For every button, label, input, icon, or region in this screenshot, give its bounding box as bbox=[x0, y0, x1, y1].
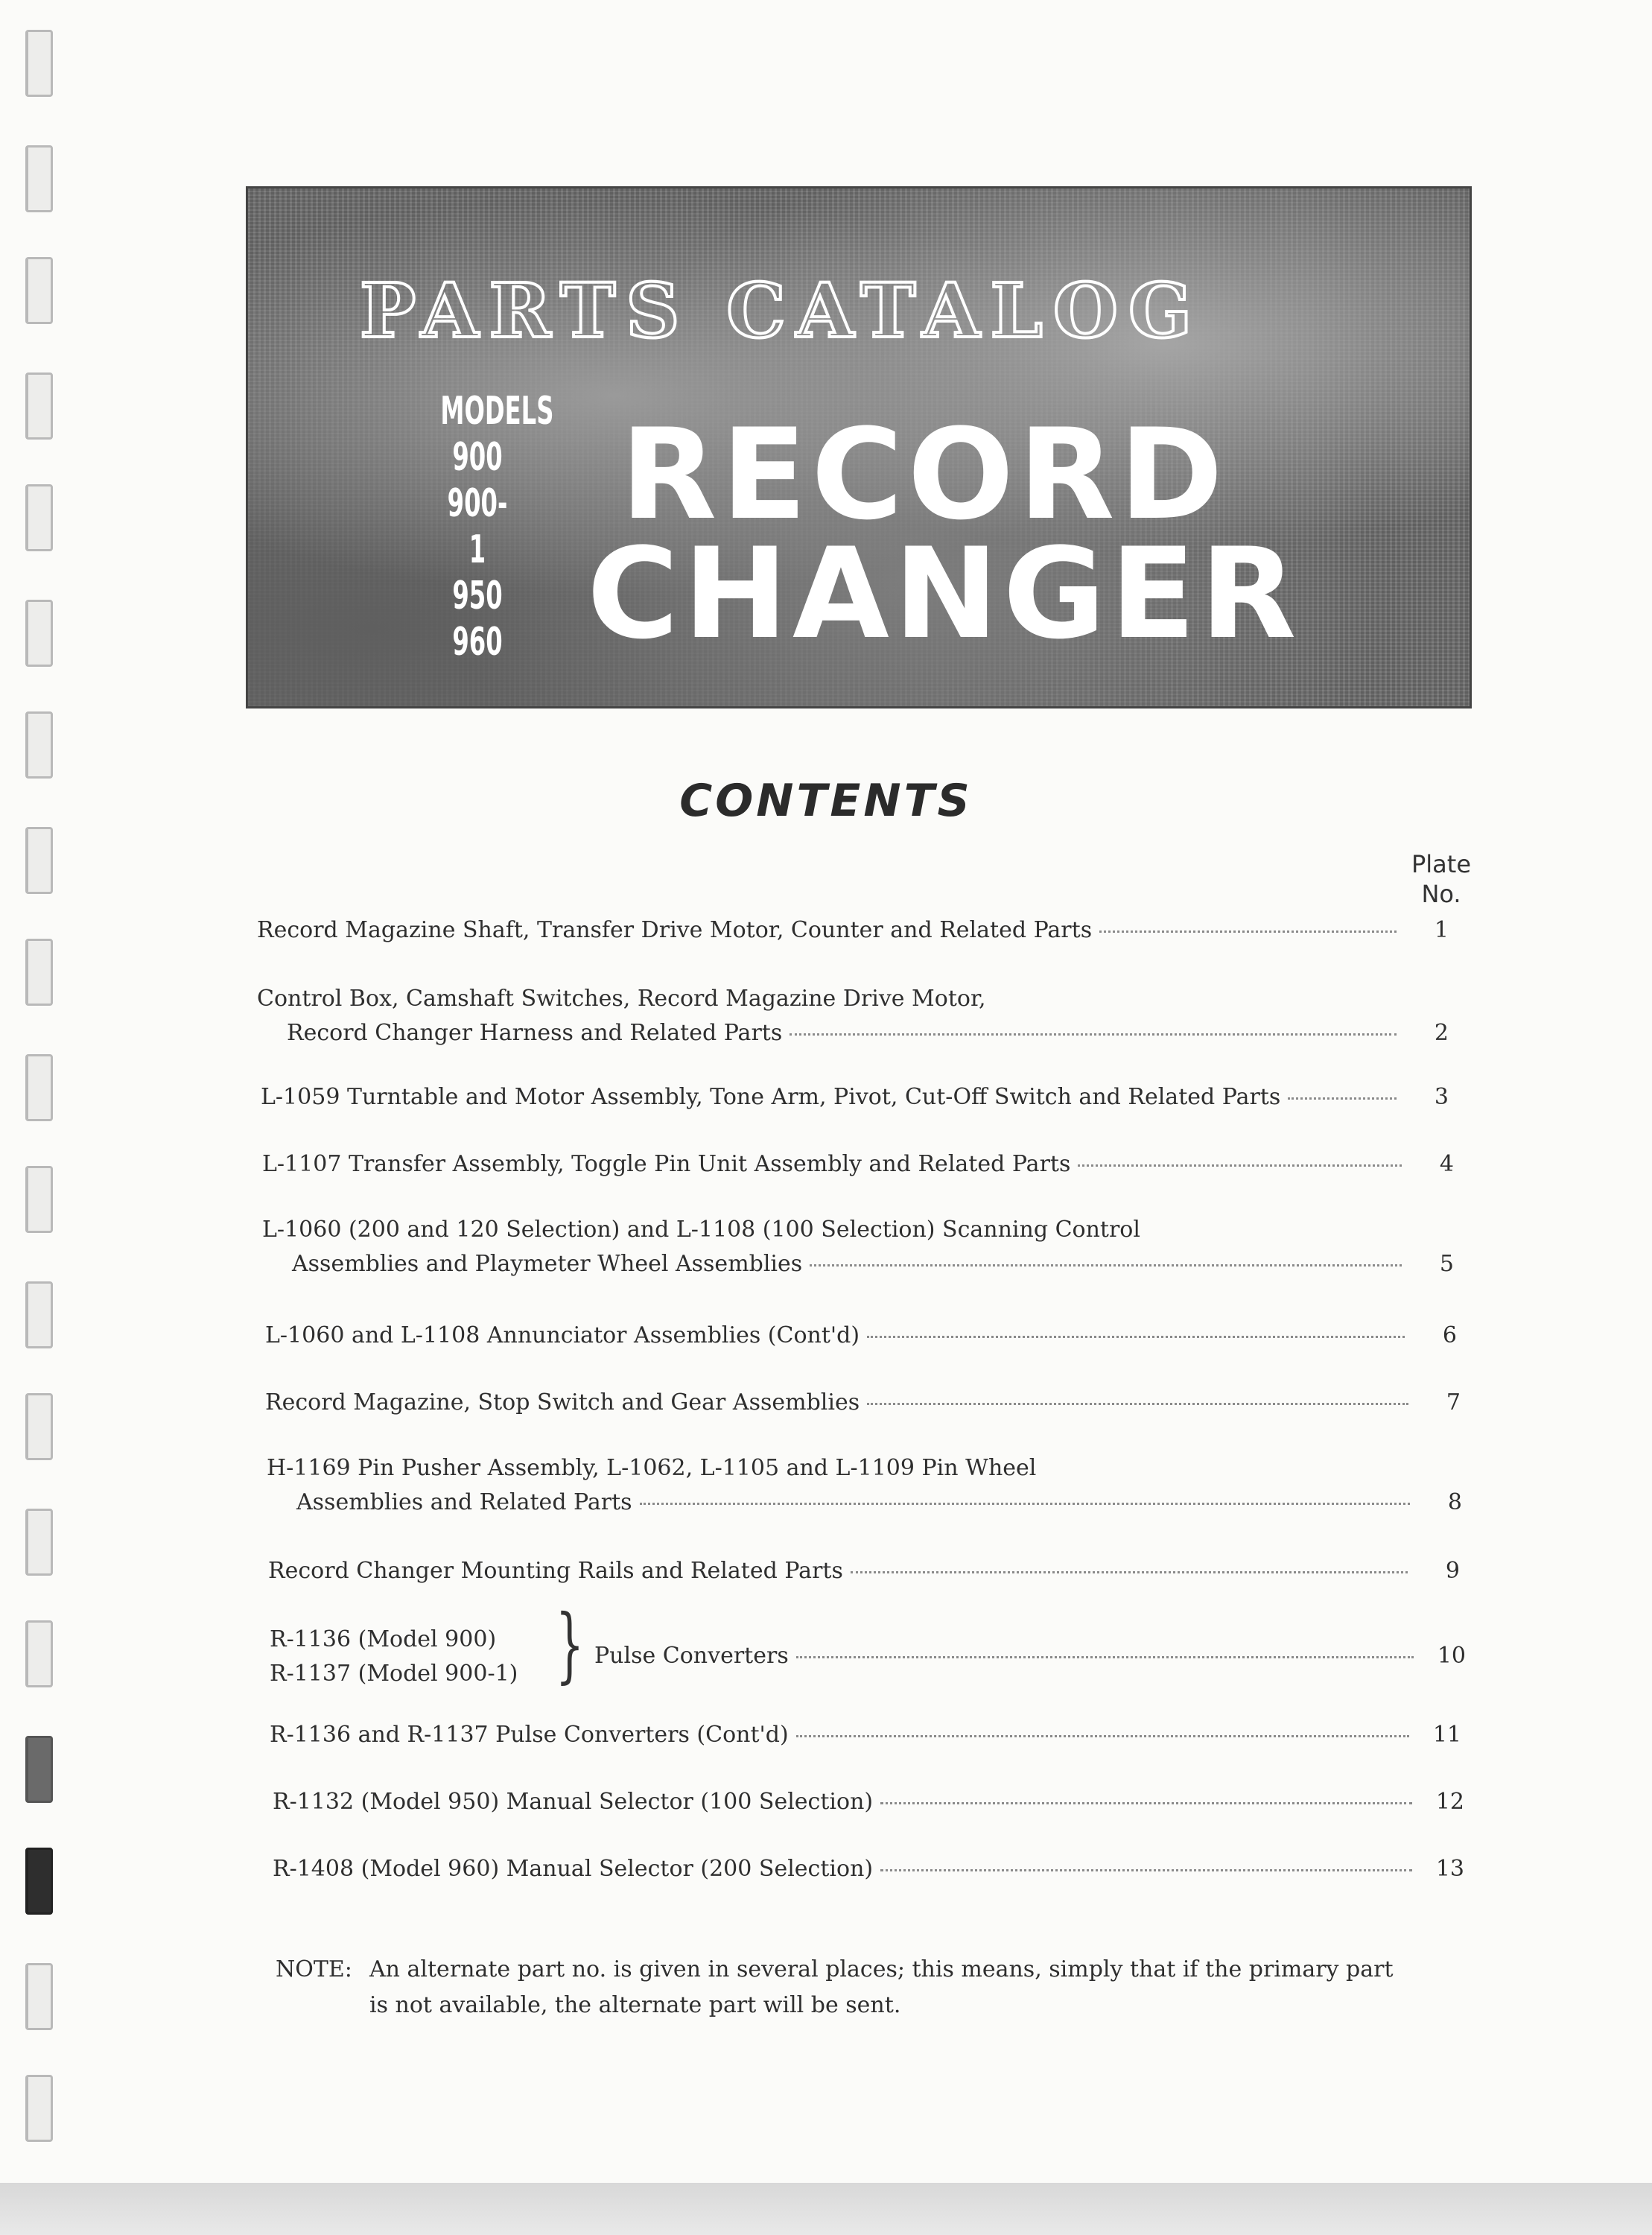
toc-plate-number: 3 bbox=[1434, 1084, 1449, 1110]
brace-symbol: } bbox=[555, 1597, 585, 1692]
toc-entry bbox=[265, 1319, 1457, 1353]
toc-entry bbox=[262, 1213, 1454, 1281]
binder-hole bbox=[25, 1281, 53, 1348]
binder-hole bbox=[25, 1393, 53, 1460]
toc-entry-title: L-1060 (200 and 120 Selection) and L-1108 (100 Selection) Scanning Control bbox=[262, 1217, 1140, 1243]
toc-entry bbox=[257, 982, 1449, 1050]
toc-entry-title: Assemblies and Playmeter Wheel Assemblies bbox=[292, 1251, 803, 1277]
banner-word-changer: CHANGER bbox=[587, 521, 1301, 667]
contents-heading: CONTENTS bbox=[679, 775, 973, 827]
toc-plate-number: 6 bbox=[1442, 1322, 1457, 1348]
toc-plate-number: 13 bbox=[1435, 1856, 1464, 1882]
page-bottom-edge bbox=[0, 2183, 1652, 2235]
banner-word-record: RECORD bbox=[620, 402, 1228, 548]
binder-hole bbox=[25, 711, 53, 779]
binder-hole bbox=[25, 372, 53, 440]
footnote bbox=[276, 1952, 1490, 2023]
toc-entry bbox=[257, 913, 1449, 948]
toc-entry bbox=[594, 1639, 1466, 1673]
toc-plate-number: 4 bbox=[1439, 1151, 1454, 1177]
binder-hole bbox=[25, 939, 53, 1006]
toc-entry-title: L-1059 Turntable and Motor Assembly, Tone Arm, Pivot, Cut-Off Switch and Related Parts bbox=[261, 1084, 1281, 1110]
toc-entry bbox=[267, 1451, 1462, 1520]
plate-label-no: No. bbox=[1421, 880, 1461, 908]
note-label: NOTE: bbox=[276, 1956, 352, 1982]
model-number: 950 bbox=[452, 574, 503, 618]
models-list bbox=[440, 388, 554, 665]
toc-entry-title: H-1169 Pin Pusher Assembly, L-1062, L-1105 and L-1109 Pin Wheel bbox=[267, 1455, 1037, 1481]
toc-entry-title: R-1136 (Model 900) bbox=[270, 1626, 497, 1652]
binder-hole bbox=[25, 1848, 53, 1915]
toc-plate-number: 5 bbox=[1439, 1251, 1454, 1277]
model-number: 900 bbox=[452, 435, 503, 480]
binder-hole bbox=[25, 1963, 53, 2030]
toc-entry-title: Assemblies and Related Parts bbox=[296, 1489, 632, 1515]
toc-entry bbox=[261, 1080, 1449, 1115]
models-label: MODELS bbox=[440, 389, 554, 434]
binder-hole bbox=[25, 1736, 53, 1803]
toc-entry bbox=[262, 1147, 1454, 1182]
binder-hole bbox=[25, 257, 53, 324]
toc-entry-title: L-1107 Transfer Assembly, Toggle Pin Unit Assembly and Related Parts bbox=[262, 1151, 1071, 1177]
toc-plate-number: 8 bbox=[1447, 1489, 1462, 1515]
toc-entry bbox=[273, 1852, 1464, 1886]
toc-entry bbox=[270, 1718, 1461, 1752]
toc-plate-number: 1 bbox=[1434, 917, 1449, 943]
model-number: 900-1 bbox=[447, 481, 508, 572]
note-line: is not available, the alternate part will be sent. bbox=[369, 1992, 901, 2018]
binder-hole bbox=[25, 30, 53, 97]
toc-plate-number: 10 bbox=[1437, 1643, 1466, 1669]
binder-hole bbox=[25, 2075, 53, 2142]
plate-label: Plate bbox=[1411, 850, 1472, 878]
toc-plate-number: 2 bbox=[1434, 1020, 1449, 1046]
toc-entry-title: Record Changer Harness and Related Parts bbox=[287, 1020, 783, 1046]
toc-entry-title: Record Changer Mounting Rails and Related Parts bbox=[268, 1558, 843, 1584]
binder-hole bbox=[25, 600, 53, 667]
binder-hole bbox=[25, 827, 53, 894]
catalog-banner bbox=[246, 186, 1472, 708]
toc-entry-title: Record Magazine Shaft, Transfer Drive Motor, Counter and Related Parts bbox=[257, 917, 1093, 943]
toc-entry-models bbox=[270, 1623, 553, 1691]
toc-plate-number: 12 bbox=[1435, 1789, 1464, 1815]
model-number: 960 bbox=[452, 620, 503, 665]
toc-entry-title: R-1136 and R-1137 Pulse Converters (Cont'd) bbox=[270, 1722, 789, 1748]
note-line: An alternate part no. is given in several places; this means, simply that if the primary part bbox=[369, 1956, 1394, 1982]
toc-plate-number: 7 bbox=[1446, 1389, 1461, 1416]
binder-hole bbox=[25, 1620, 53, 1687]
toc-entry-title: R-1408 (Model 960) Manual Selector (200 Selection) bbox=[273, 1856, 874, 1882]
banner-title: PARTS CATALOG bbox=[360, 267, 1203, 355]
toc-entry bbox=[273, 1785, 1464, 1819]
toc-entry-title: Control Box, Camshaft Switches, Record Magazine Drive Motor, bbox=[257, 986, 986, 1012]
toc-entry-title: Pulse Converters bbox=[594, 1643, 789, 1669]
toc-entry-title: Record Magazine, Stop Switch and Gear Assemblies bbox=[265, 1389, 860, 1416]
binder-hole bbox=[25, 484, 53, 551]
plate-number-header bbox=[1400, 849, 1482, 909]
toc-plate-number: 9 bbox=[1445, 1558, 1460, 1584]
toc-entry bbox=[268, 1554, 1460, 1588]
toc-entry-title: R-1132 (Model 950) Manual Selector (100 Selection) bbox=[273, 1789, 874, 1815]
binder-hole bbox=[25, 145, 53, 212]
toc-entry bbox=[265, 1386, 1461, 1420]
binder-hole bbox=[25, 1054, 53, 1121]
toc-entry-title: L-1060 and L-1108 Annunciator Assemblies (Cont'd) bbox=[265, 1322, 860, 1348]
toc-entry-title: R-1137 (Model 900-1) bbox=[270, 1661, 518, 1687]
binder-hole bbox=[25, 1166, 53, 1233]
binder-holes bbox=[25, 30, 55, 2190]
toc-plate-number: 11 bbox=[1432, 1722, 1461, 1748]
binder-hole bbox=[25, 1509, 53, 1576]
